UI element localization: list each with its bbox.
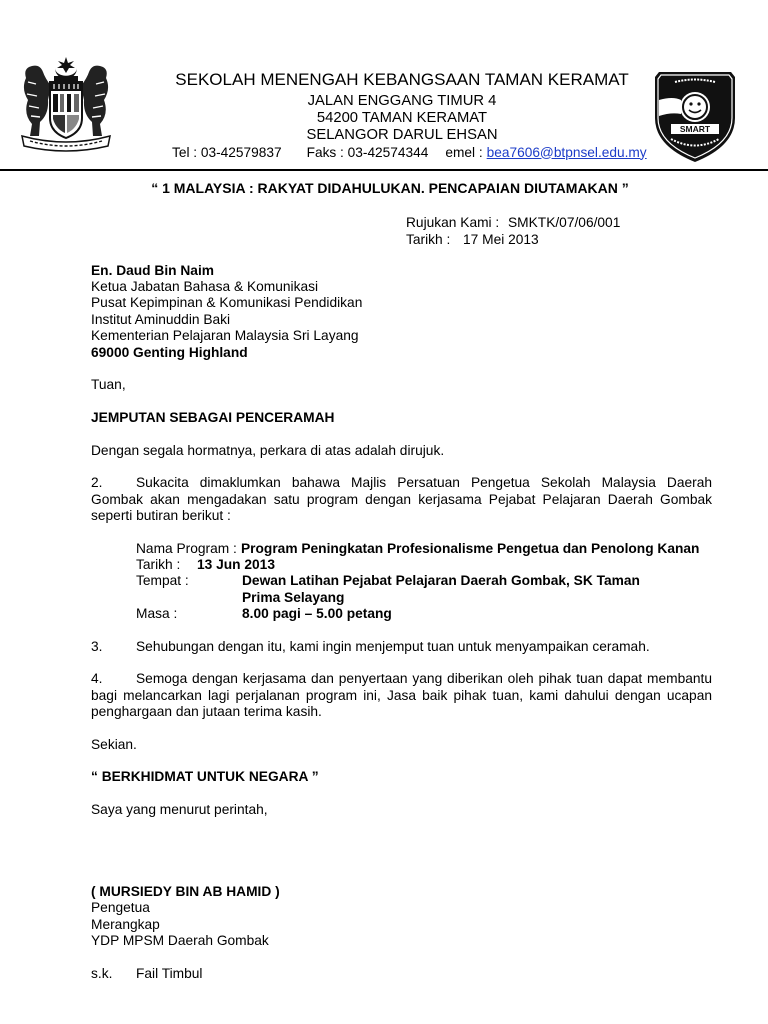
closing: Sekian. [91, 736, 137, 752]
carbon-copy [91, 966, 712, 982]
paragraph-4 [91, 671, 712, 687]
paragraph-2 [91, 475, 712, 491]
left-tiger-shape [24, 66, 51, 136]
recipient-line: Pusat Kepimpinan & Komunikasi Pendidikan [91, 295, 363, 311]
recipient-line: Ketua Jabatan Bahasa & Komunikasi [91, 279, 319, 295]
salutation: Tuan, [91, 377, 126, 393]
program-name-value: Program Peningkatan Profesionalisme Pengetua dan Penolong Kanan [241, 540, 700, 556]
paragraph-line: bagi melancarkan lagi perjalanan program ini, Jasa baik pihak tuan, kami dahului dengan ucapan [91, 687, 712, 703]
paragraph-line: Semoga dengan kerjasama dan penyertaan yang diberikan oleh pihak tuan dapat membantu [136, 671, 712, 687]
program-date-value: 13 Jun 2013 [197, 556, 275, 572]
telephone-number: Tel : 03-42579837 [172, 144, 282, 160]
paragraph-number: 3. [91, 638, 103, 654]
program-name-label: Nama Program : [136, 540, 237, 556]
address-line-state: SELANGOR DARUL EHSAN [306, 126, 498, 143]
slogan: “ BERKHIDMAT UNTUK NEGARA ” [91, 769, 319, 785]
paragraph-line: Sehubungan dengan itu, kami ingin menjemput tuan untuk menyampaikan ceramah. [136, 638, 650, 654]
reference-label: Rujukan Kami : [406, 214, 500, 230]
program-venue-value: Prima Selayang [242, 589, 345, 605]
opening-sentence: Dengan segala hormatnya, perkara di atas adalah dirujuk. [91, 442, 445, 458]
paragraph-3 [91, 639, 712, 655]
program-date-row [91, 557, 712, 573]
paragraph-line: penghargaan dan jutaan terima kasih. [91, 704, 322, 720]
right-tiger-shape [81, 66, 108, 136]
email-label: emel : [445, 144, 483, 160]
letter-subject: JEMPUTAN SEBAGAI PENCERAMAH [91, 409, 335, 425]
signatory-name: ( MURSIEDY BIN AB HAMID ) [91, 883, 280, 899]
contact-row [172, 144, 647, 161]
fax-number: Faks : 03-42574344 [306, 144, 429, 160]
signoff: Saya yang menurut perintah, [91, 802, 268, 818]
program-time-value: 8.00 pagi – 5.00 petang [242, 606, 392, 622]
letter-date-row [406, 231, 620, 248]
reference-value: SMKTK/07/06/001 [508, 214, 621, 230]
reference-block [406, 214, 620, 248]
coat-of-arms-icon [18, 56, 114, 152]
school-crest-icon [653, 70, 737, 164]
program-venue-row-continued [91, 590, 712, 606]
paragraph-number: 2. [91, 475, 103, 491]
carbon-copy-label: s.k. [91, 965, 113, 981]
header-divider [0, 169, 768, 171]
program-venue-label: Tempat : [136, 573, 189, 589]
signatory-title: YDP MPSM Daerah Gombak [91, 932, 269, 948]
address-line-street: JALAN ENGGANG TIMUR 4 [307, 92, 497, 109]
letter-date-value: 17 Mei 2013 [463, 231, 539, 247]
paragraph-line: Gombak akan mengadakan satu program dengan kerjasama Pejabat Pelajaran Daerah Gombak [91, 491, 712, 507]
signatory-title: Merangkap [91, 916, 160, 932]
signatory-title: Pengetua [91, 900, 150, 916]
address-line-postcode: 54200 TAMAN KERAMAT [316, 109, 488, 126]
school-crest-text: SMART [679, 124, 711, 134]
program-date-label: Tarikh : [136, 556, 181, 572]
reference-row [406, 214, 620, 231]
recipient-name: En. Daud Bin Naim [91, 262, 214, 278]
recipient-postcode: 69000 Genting Highland [91, 344, 248, 360]
paragraph-number: 4. [91, 671, 103, 687]
paragraph-line: Sukacita dimaklumkan bahawa Majlis Persatuan Pengetua Sekolah Malaysia Daerah [136, 475, 712, 491]
program-venue-value: Dewan Latihan Pejabat Pelajaran Daerah Gombak, SK Taman [242, 573, 640, 589]
program-venue-row [91, 573, 712, 589]
recipient-line: Institut Aminuddin Baki [91, 311, 231, 327]
email-link[interactable]: bea7606@btpnsel.edu.my [486, 144, 647, 160]
paragraph-line: seperti butiran berikut : [91, 507, 231, 523]
school-name: SEKOLAH MENENGAH KEBANGSAAN TAMAN KERAMAT [175, 70, 629, 89]
carbon-copy-value: Fail Timbul [136, 965, 203, 981]
letter-date-label: Tarikh : [406, 231, 451, 247]
program-time-label: Masa : [136, 606, 178, 622]
program-name-row [91, 541, 712, 557]
national-motto: “ 1 MALAYSIA : RAKYAT DIDAHULUKAN. PENCAPAIAN DIUTAMAKAN ” [151, 179, 629, 196]
program-time-row [91, 606, 712, 622]
letter-body [91, 263, 712, 982]
program-details [91, 541, 712, 623]
recipient-line: Kementerian Pelajaran Malaysia Sri Layang [91, 328, 359, 344]
